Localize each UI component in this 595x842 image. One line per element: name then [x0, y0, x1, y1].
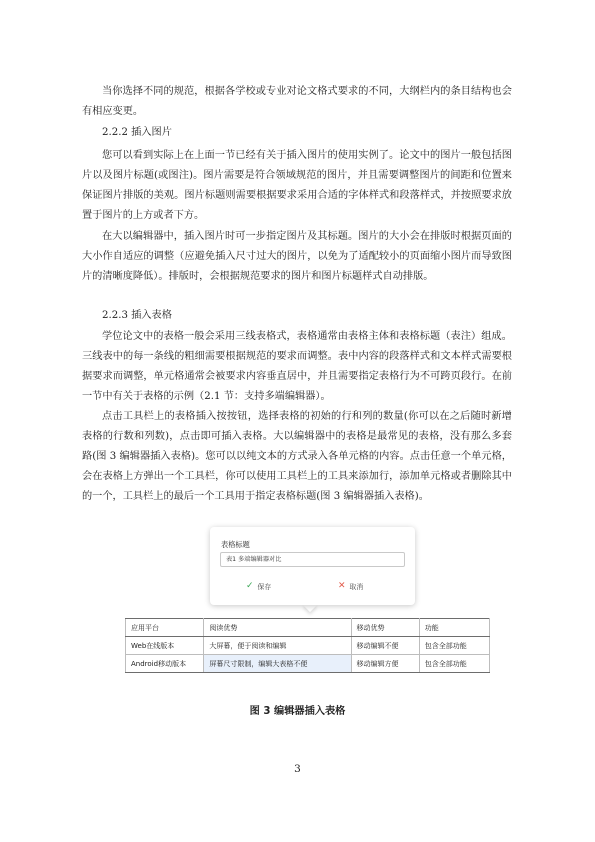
- paragraph-table-editor: 点击工具栏上的表格插入按按钮，选择表格的初始的行和列的数量(你可以在之后随时新增表格的行数和列数)，点击即可插入表格。大以编辑器中的表格是最常见的表格，没有那么多套路(图 3 编辑器插入表格)。您可以以纯文本的方式录入各单元格的内容。点击任意一个单元格，会在表格上方弹出一个工具栏，你可以使用工具栏上的工具来添加行，添加单元格或者删除其中的一个，工具栏上的最后一个工具用于指定表格标题(图 3 编辑器插入表格)。: [82, 411, 512, 502]
- comparison-table: [125, 618, 490, 673]
- table-cell[interactable]: 包含全部功能: [419, 655, 489, 673]
- table-cell[interactable]: Web在线版本: [126, 637, 204, 655]
- check-icon: ✓: [246, 580, 254, 591]
- save-button[interactable]: [246, 581, 271, 591]
- paragraph-image-editor: 在大以编辑器中，插入图片时可一步指定图片及其标题。图片的大小会在排版时根据页面的大小作自适应的调整（应避免插入尺寸过大的图片，以免为了适配较小的页面缩小图片而导致图片的清晰度降低）。排版时，会根据规范要求的图片和图片标题样式自动排版。: [82, 231, 512, 282]
- table-caption-input[interactable]: 表1 多端编辑器对比: [220, 552, 405, 567]
- paragraph-image-intro: 您可以看到实际上在上面一节已经有关于插入图片的使用实例了。论文中的图片一般包括图片以及图片标题(或图注)。图片需要是符合领域规范的图片，并且需要调整图片的间距和位置来保证图片排版的美观。图片标题则需要根据要求采用合适的字体样式和段落样式，并按照要求放置于图片的上方或者下方。: [82, 150, 512, 221]
- cancel-button[interactable]: [338, 581, 363, 591]
- table-header-cell[interactable]: 阅读优势: [204, 619, 351, 637]
- table-row: [126, 637, 490, 655]
- figure-caption: 图 3 编辑器插入表格: [249, 706, 346, 717]
- table-cell[interactable]: Android移动版本: [126, 655, 204, 673]
- table-header-cell[interactable]: 功能: [419, 619, 489, 637]
- x-icon: ✕: [338, 580, 346, 591]
- table-cell-selected[interactable]: 屏幕尺寸限制，编辑大表格不便: [204, 655, 351, 673]
- table-header-row: [126, 619, 490, 637]
- paragraph-outline-note: 当你选择不同的规范，根据各学校或专业对论文格式要求的不同，大纲栏内的条目结构也会有相应变更。: [82, 86, 512, 117]
- table-caption-popup: [210, 527, 415, 605]
- table-row: [126, 655, 490, 673]
- popup-title: 表格标题: [221, 540, 250, 549]
- table-header-cell[interactable]: 移动优势: [351, 619, 419, 637]
- paragraph-table-intro: 学位论文中的表格一般会采用三线表格式，表格通常由表格主体和表格标题（表注）组成。三线表中的每一条线的粗细需要根据规范的要求而调整。表中内容的段落样式和文本样式需要根据要求而调整，单元格通常会被要求内容垂直居中，并且需要指定表格行为不可跨页段行。在前一节中有关于表格的示例（2.1 节：支持多端编辑器）。: [82, 331, 512, 402]
- cancel-button-label: 取消: [349, 583, 364, 591]
- editor-table-figure: [125, 527, 490, 682]
- table-header-cell[interactable]: 应用平台: [126, 619, 204, 637]
- section-heading-insert-table: 2.2.3 插入表格: [102, 310, 172, 321]
- page-number: 3: [294, 763, 301, 775]
- table-cell[interactable]: 移动编辑方便: [351, 655, 419, 673]
- table-cell[interactable]: 大屏幕，便于阅读和编辑: [204, 637, 351, 655]
- section-heading-insert-image: 2.2.2 插入图片: [102, 127, 172, 138]
- table-cell[interactable]: 包含全部功能: [419, 637, 489, 655]
- save-button-label: 保存: [257, 583, 272, 591]
- table-cell[interactable]: 移动编辑不便: [351, 637, 419, 655]
